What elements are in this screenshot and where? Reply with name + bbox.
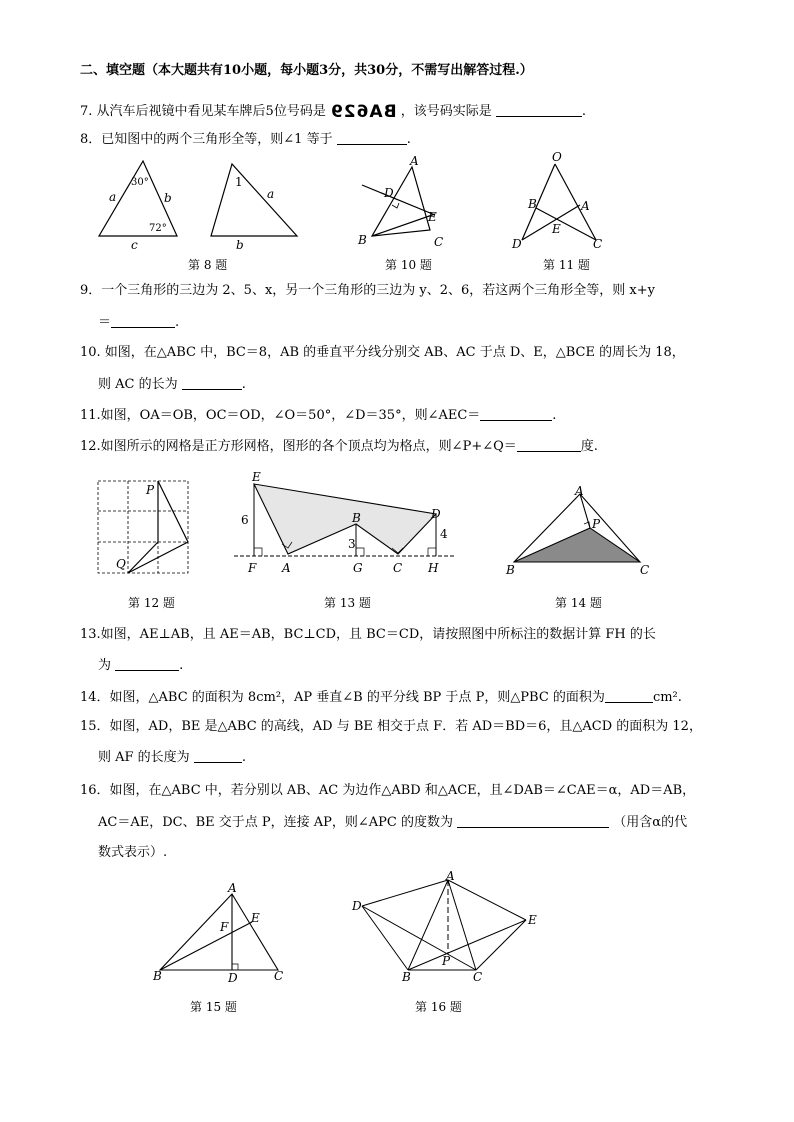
question-10-line2: 则 AC 的长为 . [98, 377, 246, 392]
caption-16: 第 16 题 [415, 1000, 462, 1014]
fig8-label-b: b [164, 191, 172, 205]
q16-answer-blank[interactable] [457, 813, 609, 828]
fig15-label-E: E [251, 911, 260, 925]
q7-number: 7. [80, 104, 93, 119]
fig10-label-E: E [428, 210, 437, 224]
fig8-angle-top: 30° [131, 177, 149, 188]
figure-12 [96, 478, 192, 576]
caption-12: 第 12 题 [128, 596, 175, 610]
fig8-angle-right: 72° [149, 223, 167, 234]
figure-15 [150, 881, 290, 986]
fig12-label-P: P [146, 483, 155, 497]
fig10-label-A: A [410, 154, 419, 168]
question-16-line1: 16．如图，在△ABC 中，若分别以 AB、AC 为边作△ABD 和△ACE，且∠DAB＝∠CAE＝α，AD＝AB， [80, 783, 696, 798]
mirrored-plate: BA629 [329, 102, 397, 122]
fig16-label-C: C [473, 970, 483, 984]
question-7: 7. 从汽车后视镜中看见某车牌后5位号码是 BA629 ，该号码实际是 . [80, 102, 587, 122]
fig8-label-c: c [131, 238, 138, 252]
question-9-line2: ＝ . [98, 315, 180, 330]
question-16-line2: AC＝AE，DC、BE 交于点 P，连接 AP，则∠APC 的度数为 （用含α的代 [98, 815, 688, 830]
q13-answer-blank[interactable] [115, 656, 179, 671]
fig14-label-P: P [592, 517, 601, 531]
caption-13: 第 13 题 [324, 596, 371, 610]
question-8: 8．已知图中的两个三角形全等，则∠1 等于 . [80, 132, 411, 147]
fig11-label-B: B [528, 197, 537, 211]
q7-text-pre: 从汽车后视镜中看见某车牌后5位号码是 [96, 104, 326, 119]
question-15-line1: 15．如图，AD，BE 是△ABC 的高线，AD 与 BE 相交于点 F．若 AD＝BD＝6，且△ACD 的面积为 12， [80, 719, 702, 734]
fig11-label-C: C [593, 237, 603, 251]
fig16-label-A: A [446, 869, 455, 883]
fig13-label-3: 3 [348, 537, 356, 551]
fig15-label-A: A [228, 881, 237, 895]
section-header: 二、填空题（本大题共有10小题，每小题3分，共30分，不需写出解答过程.） [80, 63, 533, 78]
fig13-label-B: B [352, 511, 361, 525]
fig8-angle-1: 1 [235, 175, 243, 189]
fig16-label-D: D [352, 899, 362, 913]
caption-8: 第 8 题 [188, 258, 228, 272]
question-12: 12.如图所示的网格是正方形网格，图形的各个顶点均为格点，则∠P+∠Q＝ 度. [80, 439, 598, 454]
fig15-label-F: F [220, 920, 229, 934]
q8-answer-blank[interactable] [337, 130, 407, 145]
fig10-label-B: B [358, 233, 367, 247]
question-13-line2: 为 . [98, 658, 184, 673]
figure-14 [504, 484, 654, 578]
fig14-label-B: B [506, 563, 515, 577]
fig16-label-P: P [442, 954, 451, 968]
q14-answer-blank[interactable] [605, 688, 653, 703]
fig11-label-O: O [552, 150, 562, 164]
fig12-label-Q: Q [116, 557, 126, 571]
figure-13 [232, 468, 460, 580]
fig8-label-b2: b [236, 238, 244, 252]
figure-11 [508, 150, 608, 255]
q7-text-post: ，该号码实际是 [400, 104, 492, 119]
fig13-label-F: F [248, 561, 257, 575]
fig11-label-E: E [552, 222, 561, 236]
fig10-label-D: D [384, 186, 394, 200]
fig16-label-B: B [402, 970, 411, 984]
fig13-label-G: G [353, 561, 363, 575]
q8-text: 8．已知图中的两个三角形全等，则∠1 等于 [80, 132, 333, 147]
q7-answer-blank[interactable] [496, 102, 582, 117]
caption-10: 第 10 题 [385, 258, 432, 272]
figure-16 [348, 869, 548, 987]
fig11-label-D: D [512, 237, 522, 251]
question-16-line3: 数式表示）. [98, 845, 168, 860]
q12-answer-blank[interactable] [517, 437, 581, 452]
fig10-label-C: C [434, 235, 444, 249]
figure-8 [95, 158, 305, 253]
question-15-line2: 则 AF 的长度为 . [98, 750, 246, 765]
q9-answer-blank[interactable] [111, 313, 175, 328]
caption-14: 第 14 题 [555, 596, 602, 610]
question-13-line1: 13.如图，AE⊥AB，且 AE＝AB，BC⊥CD，且 BC＝CD，请按照图中所标注的数据计算 FH 的长 [80, 627, 656, 642]
fig13-label-C: C [393, 561, 403, 575]
fig13-label-4: 4 [440, 527, 448, 541]
fig8-triangle-right [211, 164, 297, 236]
q15-answer-blank[interactable] [194, 748, 242, 763]
q11-answer-blank[interactable] [480, 406, 552, 421]
caption-11: 第 11 题 [543, 258, 590, 272]
fig13-label-H: H [428, 561, 439, 575]
caption-15: 第 15 题 [190, 1000, 237, 1014]
fig15-label-B: B [153, 969, 162, 983]
question-10-line1: 10. 如图，在△ABC 中，BC＝8，AB 的垂直平分线分别交 AB、AC 于点 D、E，△BCE 的周长为 18， [80, 345, 685, 360]
fig14-label-A: A [575, 484, 584, 498]
fig8-label-a: a [109, 190, 117, 204]
fig13-label-D: D [431, 507, 441, 521]
fig15-label-D: D [228, 971, 238, 985]
fig11-label-A: A [581, 199, 590, 213]
question-11: 11.如图，OA＝OB，OC＝OD，∠O＝50°，∠D＝35°，则∠AEC＝ . [80, 408, 557, 423]
fig15-label-C: C [274, 969, 284, 983]
figure-10 [358, 150, 458, 255]
question-14: 14．如图，△ABC 的面积为 8cm²，AP 垂直∠B 的平分线 BP 于点 P，则△PBC 的面积为 cm². [80, 690, 682, 705]
question-9-line1: 9．一个三角形的三边为 2、5、x，另一个三角形的三边为 y、2、6，若这两个三角形全等，则 x+y [80, 283, 655, 298]
fig8-label-a2: a [267, 187, 275, 201]
q10-answer-blank[interactable] [182, 375, 242, 390]
fig13-label-6: 6 [241, 513, 249, 527]
fig16-label-E: E [528, 913, 537, 927]
fig13-label-E: E [252, 470, 261, 484]
fig13-label-A: A [282, 561, 291, 575]
fig14-label-C: C [640, 563, 650, 577]
